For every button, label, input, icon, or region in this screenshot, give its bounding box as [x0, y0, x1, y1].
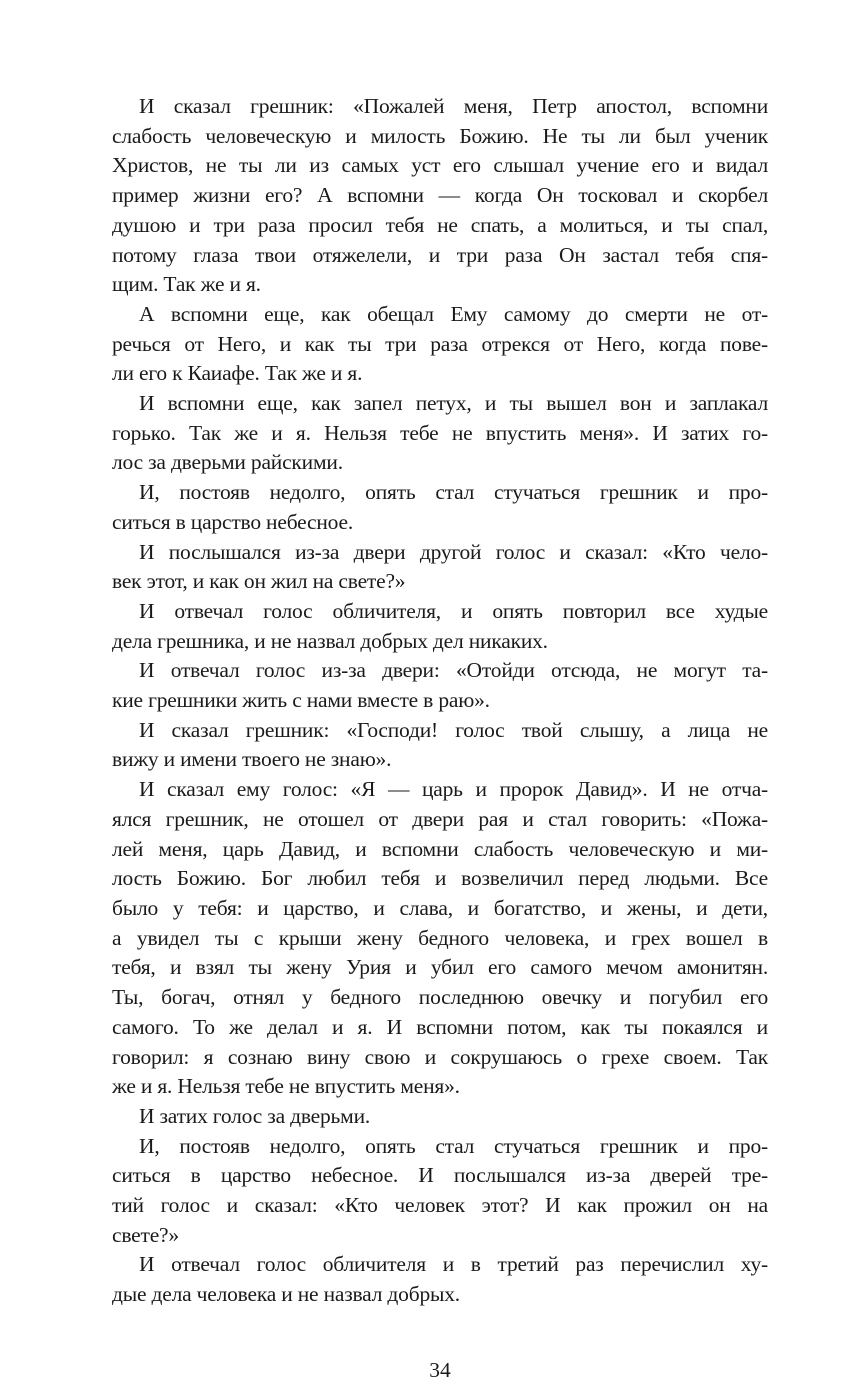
text-line: век этот, и как он жил на свете?»: [112, 569, 406, 594]
paragraph: [112, 1132, 768, 1251]
text-line: лос за дверьми райскими.: [112, 450, 343, 475]
text-line: самого. То же делал и я. И вспомни потом, как ты покаялся и: [112, 1014, 768, 1039]
page-body-text: [112, 92, 768, 1386]
text-line: ситься в царство небесное.: [112, 509, 354, 534]
paragraph: [112, 300, 768, 389]
text-line: а увидел ты с крыши жену бедного человека, и грех вошел в: [112, 925, 768, 950]
text-line: И сказал ему голос: «Я — царь и пророк Давид». И не отча-: [139, 777, 768, 802]
paragraph: [112, 1102, 768, 1132]
paragraph: [112, 389, 768, 478]
text-line: тебя, и взял ты жену Урия и убил его самого мечом амонитян.: [112, 955, 768, 980]
text-line: потому глаза твои отяжелели, и три раза Он застал тебя спя-: [112, 242, 768, 267]
text-line: говорил: я сознаю вину свою и сокрушаюсь о грехе своем. Так: [112, 1044, 768, 1069]
paragraph: [112, 597, 768, 656]
text-line: И, постояв недолго, опять стал стучаться грешник и про-: [139, 480, 768, 505]
text-line: И отвечал голос из-за двери: «Отойди отсюда, не могут та-: [139, 658, 768, 683]
text-line: кие грешники жить с нами вместе в раю».: [112, 688, 490, 713]
text-line: душою и три раза просил тебя не спать, а молиться, и ты спал,: [112, 212, 768, 237]
text-line: И вспомни еще, как запел петух, и ты вышел вон и заплакал: [139, 391, 768, 416]
text-line: И отвечал голос обличителя, и опять повторил все худые: [139, 598, 768, 623]
paragraph: [112, 538, 768, 597]
text-line: И отвечал голос обличителя и в третий раз перечислил ху-: [139, 1252, 768, 1277]
text-line: И затих голос за дверьми.: [139, 1103, 371, 1128]
text-line: И сказал грешник: «Пожалей меня, Петр апостол, вспомни: [139, 94, 768, 118]
text-line: горько. Так же и я. Нельзя тебе не впустить меня». И затих го-: [112, 420, 768, 445]
text-line: лей меня, царь Давид, и вспомни слабость человеческую и ми-: [112, 836, 768, 861]
text-line: ли его к Каиафе. Так же и я.: [112, 361, 363, 386]
text-line: лость Божию. Бог любил тебя и возвеличил перед людьми. Все: [112, 866, 768, 891]
text-line: пример жизни его? А вспомни — когда Он тосковал и скорбел: [112, 183, 768, 208]
text-line: Христов, не ты ли из самых уст его слышал учение его и видал: [112, 153, 768, 178]
paragraph: [112, 656, 768, 715]
paragraph: [112, 716, 768, 775]
text-line: И, постояв недолго, опять стал стучаться грешник и про-: [139, 1133, 768, 1158]
text-line: И послышался из-за двери другой голос и сказал: «Кто чело-: [139, 539, 768, 564]
text-line: тий голос и сказал: «Кто человек этот? И как прожил он на: [112, 1193, 768, 1218]
text-line: Ты, богач, отнял у бедного последнюю овечку и погубил его: [112, 985, 768, 1010]
paragraph: [112, 1250, 768, 1309]
page-number: 34: [429, 1357, 451, 1382]
text-line: И сказал грешник: «Господи! голос твой слышу, а лица не: [139, 717, 768, 742]
paragraph: [112, 478, 768, 537]
text-line: же и я. Нельзя тебе не впустить меня».: [112, 1074, 460, 1099]
text-line: слабость человеческую и милость Божию. Не ты ли был ученик: [112, 123, 768, 148]
paragraph: [112, 92, 768, 300]
text-line: А вспомни еще, как обещал Ему самому до смерти не от-: [139, 301, 768, 326]
paragraph: [112, 775, 768, 1102]
text-line: было у тебя: и царство, и слава, и богатство, и жены, и дети,: [112, 895, 768, 920]
text-line: речься от Него, и как ты три раза отрекся от Него, когда пове-: [112, 331, 768, 356]
text-line: ситься в царство небесное. И послышался из-за дверей тре-: [112, 1163, 768, 1188]
paragraphs: [112, 92, 768, 1310]
text-line: дые дела человека и не назвал добрых.: [112, 1282, 460, 1307]
text-line: свете?»: [112, 1222, 179, 1247]
text-line: вижу и имени твоего не знаю».: [112, 747, 392, 772]
text-line: щим. Так же и я.: [112, 272, 261, 297]
text-line: дела грешника, и не назвал добрых дел никаких.: [112, 628, 548, 653]
text-line: ялся грешник, не отошел от двери рая и стал говорить: «Пожа-: [112, 806, 768, 831]
